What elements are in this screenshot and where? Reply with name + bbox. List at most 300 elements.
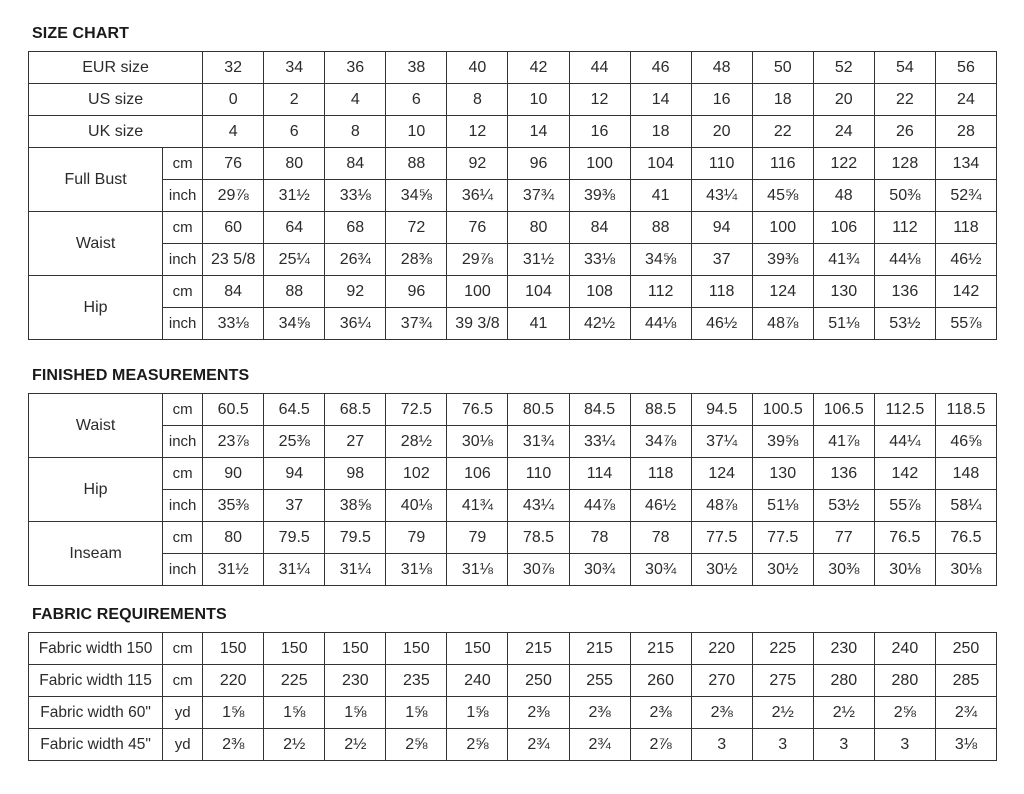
- table-cell: 280: [813, 665, 874, 697]
- table-cell: 31½: [508, 244, 569, 276]
- table-cell: 56: [935, 52, 996, 84]
- table-cell: 2⅜: [691, 697, 752, 729]
- table-cell: 108: [569, 276, 630, 308]
- table-cell: 92: [447, 148, 508, 180]
- table-cell: 2⅝: [447, 729, 508, 761]
- table-cell: 55⅞: [874, 490, 935, 522]
- table-cell: 41: [508, 308, 569, 340]
- unit-label: cm: [163, 148, 203, 180]
- table-cell: 30⅛: [874, 554, 935, 586]
- table-cell: 8: [447, 84, 508, 116]
- table-cell: 1⅝: [325, 697, 386, 729]
- table-cell: 30¾: [569, 554, 630, 586]
- table-cell: 34⅞: [630, 426, 691, 458]
- table-cell: 79: [447, 522, 508, 554]
- table-cell: 45⅝: [752, 180, 813, 212]
- table-row: [29, 180, 997, 212]
- table-row: [29, 244, 997, 276]
- table-cell: 29⅞: [447, 244, 508, 276]
- table-cell: 100: [447, 276, 508, 308]
- table-row: [29, 426, 997, 458]
- table-cell: 148: [935, 458, 996, 490]
- table-cell: 78.5: [508, 522, 569, 554]
- table-cell: 275: [752, 665, 813, 697]
- table-cell: 96: [508, 148, 569, 180]
- table-cell: 77.5: [752, 522, 813, 554]
- table-cell: 88: [630, 212, 691, 244]
- table-cell: 33¼: [569, 426, 630, 458]
- table-cell: 48⅞: [691, 490, 752, 522]
- table-cell: 43¼: [691, 180, 752, 212]
- unit-label: inch: [163, 180, 203, 212]
- table-cell: 25⅜: [264, 426, 325, 458]
- row-label: Fabric width 115: [29, 665, 163, 697]
- table-cell: 114: [569, 458, 630, 490]
- table-cell: 72.5: [386, 394, 447, 426]
- table-cell: 142: [935, 276, 996, 308]
- table-cell: 31⅛: [447, 554, 508, 586]
- table-cell: 88: [264, 276, 325, 308]
- table-cell: 80: [264, 148, 325, 180]
- table-cell: 124: [691, 458, 752, 490]
- group-label: Full Bust: [29, 148, 163, 212]
- table-cell: 3: [691, 729, 752, 761]
- table-cell: 2½: [813, 697, 874, 729]
- table-cell: 36¼: [447, 180, 508, 212]
- table-cell: 10: [386, 116, 447, 148]
- table-cell: 150: [447, 633, 508, 665]
- table-cell: 32: [203, 52, 264, 84]
- table-cell: 53½: [813, 490, 874, 522]
- table-row: [29, 697, 997, 729]
- table-cell: 280: [874, 665, 935, 697]
- table-cell: 2⅝: [874, 697, 935, 729]
- table-cell: 215: [569, 633, 630, 665]
- table-cell: 150: [264, 633, 325, 665]
- table-cell: 2¾: [569, 729, 630, 761]
- table-cell: 150: [325, 633, 386, 665]
- table-cell: 100: [569, 148, 630, 180]
- fabric-requirements-title: FABRIC REQUIREMENTS: [32, 606, 227, 623]
- table-cell: 30⅜: [813, 554, 874, 586]
- table-cell: 94.5: [691, 394, 752, 426]
- table-cell: 116: [752, 148, 813, 180]
- table-cell: 24: [813, 116, 874, 148]
- table-cell: 260: [630, 665, 691, 697]
- group-label: Waist: [29, 394, 163, 458]
- table-cell: 33⅛: [569, 244, 630, 276]
- group-label: Inseam: [29, 522, 163, 586]
- table-cell: 6: [264, 116, 325, 148]
- table-cell: 36¼: [325, 308, 386, 340]
- table-cell: 46: [630, 52, 691, 84]
- table-row: [29, 148, 997, 180]
- table-cell: 20: [691, 116, 752, 148]
- table-cell: 72: [386, 212, 447, 244]
- table-cell: 94: [264, 458, 325, 490]
- table-cell: 1⅝: [447, 697, 508, 729]
- table-cell: 48: [691, 52, 752, 84]
- table-cell: 220: [691, 633, 752, 665]
- table-cell: 34⅝: [386, 180, 447, 212]
- table-cell: 28⅜: [386, 244, 447, 276]
- finished-measurements-title: FINISHED MEASUREMENTS: [32, 367, 250, 384]
- row-label: EUR size: [29, 52, 203, 84]
- size-chart-title: SIZE CHART: [32, 25, 129, 42]
- unit-label: cm: [163, 522, 203, 554]
- table-cell: 225: [752, 633, 813, 665]
- table-cell: 37: [691, 244, 752, 276]
- table-cell: 142: [874, 458, 935, 490]
- table-cell: 25¼: [264, 244, 325, 276]
- table-cell: 76.5: [447, 394, 508, 426]
- table-cell: 18: [752, 84, 813, 116]
- table-cell: 37¾: [386, 308, 447, 340]
- table-cell: 51⅛: [752, 490, 813, 522]
- table-cell: 240: [874, 633, 935, 665]
- table-cell: 27: [325, 426, 386, 458]
- table-cell: 215: [630, 633, 691, 665]
- table-cell: 39⅜: [752, 244, 813, 276]
- table-cell: 84.5: [569, 394, 630, 426]
- table-cell: 29⅞: [203, 180, 264, 212]
- table-cell: 3: [813, 729, 874, 761]
- table-row: [29, 729, 997, 761]
- table-cell: 235: [386, 665, 447, 697]
- table-cell: 16: [569, 116, 630, 148]
- table-row: [29, 212, 997, 244]
- table-cell: 68: [325, 212, 386, 244]
- table-cell: 106: [813, 212, 874, 244]
- group-label: Hip: [29, 458, 163, 522]
- table-cell: 1⅝: [386, 697, 447, 729]
- table-row: [29, 458, 997, 490]
- table-cell: 255: [569, 665, 630, 697]
- table-cell: 46⅝: [935, 426, 996, 458]
- table-cell: 112: [874, 212, 935, 244]
- table-cell: 88: [386, 148, 447, 180]
- table-cell: 30⅛: [935, 554, 996, 586]
- row-label: Fabric width 45": [29, 729, 163, 761]
- table-cell: 37¾: [508, 180, 569, 212]
- table-cell: 31¾: [508, 426, 569, 458]
- table-cell: 136: [813, 458, 874, 490]
- table-row: [29, 665, 997, 697]
- table-cell: 2⅜: [630, 697, 691, 729]
- row-label: Fabric width 60": [29, 697, 163, 729]
- table-cell: 31½: [264, 180, 325, 212]
- table-cell: 31⅛: [386, 554, 447, 586]
- table-cell: 31¼: [264, 554, 325, 586]
- table-cell: 31¼: [325, 554, 386, 586]
- row-label: UK size: [29, 116, 203, 148]
- table-cell: 150: [386, 633, 447, 665]
- table-cell: 14: [508, 116, 569, 148]
- table-cell: 53½: [874, 308, 935, 340]
- table-row: [29, 490, 997, 522]
- table-cell: 60.5: [203, 394, 264, 426]
- table-cell: 46½: [630, 490, 691, 522]
- table-cell: 18: [630, 116, 691, 148]
- table-cell: 118.5: [935, 394, 996, 426]
- fabric-requirements-table: [28, 632, 997, 761]
- table-row: [29, 276, 997, 308]
- table-cell: 41¾: [447, 490, 508, 522]
- table-cell: 24: [935, 84, 996, 116]
- table-cell: 98: [325, 458, 386, 490]
- table-row: [29, 522, 997, 554]
- table-cell: 225: [264, 665, 325, 697]
- table-cell: 40⅛: [386, 490, 447, 522]
- table-cell: 134: [935, 148, 996, 180]
- table-cell: 41⅞: [813, 426, 874, 458]
- table-row: [29, 554, 997, 586]
- table-cell: 50: [752, 52, 813, 84]
- table-cell: 42: [508, 52, 569, 84]
- table-cell: 100: [752, 212, 813, 244]
- table-cell: 8: [325, 116, 386, 148]
- table-cell: 2⅝: [386, 729, 447, 761]
- table-cell: 106: [447, 458, 508, 490]
- table-cell: 39⅜: [569, 180, 630, 212]
- table-cell: 124: [752, 276, 813, 308]
- table-cell: 130: [752, 458, 813, 490]
- table-cell: 44⅞: [569, 490, 630, 522]
- table-cell: 150: [203, 633, 264, 665]
- table-cell: 136: [874, 276, 935, 308]
- table-cell: 94: [691, 212, 752, 244]
- unit-label: inch: [163, 308, 203, 340]
- table-row: [29, 52, 997, 84]
- unit-label: cm: [163, 458, 203, 490]
- table-cell: 230: [813, 633, 874, 665]
- table-cell: 128: [874, 148, 935, 180]
- table-cell: 54: [874, 52, 935, 84]
- table-cell: 34⅝: [630, 244, 691, 276]
- table-cell: 30½: [752, 554, 813, 586]
- table-cell: 77.5: [691, 522, 752, 554]
- table-cell: 80: [508, 212, 569, 244]
- table-cell: 39 3/8: [447, 308, 508, 340]
- unit-label: inch: [163, 426, 203, 458]
- table-cell: 60: [203, 212, 264, 244]
- table-cell: 122: [813, 148, 874, 180]
- unit-label: cm: [163, 212, 203, 244]
- table-cell: 2⅜: [508, 697, 569, 729]
- table-cell: 52¾: [935, 180, 996, 212]
- table-cell: 23⅞: [203, 426, 264, 458]
- table-cell: 118: [935, 212, 996, 244]
- table-cell: 230: [325, 665, 386, 697]
- table-cell: 110: [508, 458, 569, 490]
- table-cell: 110: [691, 148, 752, 180]
- table-cell: 44⅛: [874, 244, 935, 276]
- table-cell: 46½: [935, 244, 996, 276]
- table-cell: 20: [813, 84, 874, 116]
- table-cell: 112: [630, 276, 691, 308]
- table-cell: 78: [569, 522, 630, 554]
- table-cell: 12: [569, 84, 630, 116]
- table-cell: 1⅝: [264, 697, 325, 729]
- row-label: US size: [29, 84, 203, 116]
- table-cell: 64: [264, 212, 325, 244]
- table-cell: 41¾: [813, 244, 874, 276]
- group-label: Hip: [29, 276, 163, 340]
- table-cell: 88.5: [630, 394, 691, 426]
- table-cell: 106.5: [813, 394, 874, 426]
- table-cell: 4: [325, 84, 386, 116]
- table-cell: 44: [569, 52, 630, 84]
- unit-label: cm: [163, 394, 203, 426]
- table-cell: 30¾: [630, 554, 691, 586]
- table-cell: 12: [447, 116, 508, 148]
- table-cell: 2: [264, 84, 325, 116]
- unit-label: yd: [163, 697, 203, 729]
- table-row: [29, 116, 997, 148]
- table-cell: 43¼: [508, 490, 569, 522]
- table-cell: 3: [752, 729, 813, 761]
- table-cell: 22: [752, 116, 813, 148]
- table-cell: 38: [386, 52, 447, 84]
- unit-label: inch: [163, 554, 203, 586]
- table-cell: 130: [813, 276, 874, 308]
- table-cell: 77: [813, 522, 874, 554]
- table-cell: 250: [935, 633, 996, 665]
- table-cell: 31½: [203, 554, 264, 586]
- table-cell: 80.5: [508, 394, 569, 426]
- table-cell: 79.5: [264, 522, 325, 554]
- table-cell: 52: [813, 52, 874, 84]
- table-cell: 220: [203, 665, 264, 697]
- table-cell: 42½: [569, 308, 630, 340]
- table-cell: 2½: [264, 729, 325, 761]
- table-cell: 80: [203, 522, 264, 554]
- table-cell: 64.5: [264, 394, 325, 426]
- table-cell: 2¾: [935, 697, 996, 729]
- table-cell: 33⅛: [203, 308, 264, 340]
- table-cell: 2⅜: [569, 697, 630, 729]
- table-cell: 30½: [691, 554, 752, 586]
- unit-label: cm: [163, 276, 203, 308]
- table-cell: 84: [203, 276, 264, 308]
- table-cell: 76.5: [935, 522, 996, 554]
- table-cell: 79: [386, 522, 447, 554]
- table-cell: 44¼: [874, 426, 935, 458]
- table-cell: 84: [569, 212, 630, 244]
- table-cell: 10: [508, 84, 569, 116]
- table-cell: 46½: [691, 308, 752, 340]
- table-row: [29, 308, 997, 340]
- finished-measurements-table: [28, 393, 997, 586]
- table-cell: 76: [203, 148, 264, 180]
- table-cell: 3: [874, 729, 935, 761]
- table-cell: 2½: [325, 729, 386, 761]
- table-cell: 0: [203, 84, 264, 116]
- table-row: [29, 84, 997, 116]
- table-cell: 92: [325, 276, 386, 308]
- table-cell: 78: [630, 522, 691, 554]
- table-cell: 2½: [752, 697, 813, 729]
- table-cell: 44⅛: [630, 308, 691, 340]
- row-label: Fabric width 150: [29, 633, 163, 665]
- table-cell: 23 5/8: [203, 244, 264, 276]
- group-label: Waist: [29, 212, 163, 276]
- table-cell: 55⅞: [935, 308, 996, 340]
- table-cell: 39⅝: [752, 426, 813, 458]
- table-cell: 104: [630, 148, 691, 180]
- table-row: [29, 394, 997, 426]
- table-cell: 36: [325, 52, 386, 84]
- table-cell: 35⅜: [203, 490, 264, 522]
- table-cell: 240: [447, 665, 508, 697]
- table-cell: 26¾: [325, 244, 386, 276]
- table-cell: 51⅛: [813, 308, 874, 340]
- table-cell: 2⅜: [203, 729, 264, 761]
- table-cell: 2⅞: [630, 729, 691, 761]
- table-cell: 76: [447, 212, 508, 244]
- size-chart-table: [28, 51, 997, 340]
- unit-label: yd: [163, 729, 203, 761]
- table-cell: 37¼: [691, 426, 752, 458]
- table-cell: 6: [386, 84, 447, 116]
- table-cell: 68.5: [325, 394, 386, 426]
- table-cell: 48: [813, 180, 874, 212]
- table-cell: 58¼: [935, 490, 996, 522]
- table-cell: 37: [264, 490, 325, 522]
- unit-label: inch: [163, 244, 203, 276]
- table-cell: 1⅝: [203, 697, 264, 729]
- table-cell: 4: [203, 116, 264, 148]
- table-cell: 28½: [386, 426, 447, 458]
- table-cell: 76.5: [874, 522, 935, 554]
- table-row: [29, 633, 997, 665]
- table-cell: 118: [630, 458, 691, 490]
- table-cell: 96: [386, 276, 447, 308]
- table-cell: 118: [691, 276, 752, 308]
- table-cell: 26: [874, 116, 935, 148]
- table-cell: 38⅝: [325, 490, 386, 522]
- table-cell: 30⅞: [508, 554, 569, 586]
- table-cell: 3⅛: [935, 729, 996, 761]
- table-cell: 33⅛: [325, 180, 386, 212]
- table-cell: 104: [508, 276, 569, 308]
- table-cell: 250: [508, 665, 569, 697]
- table-cell: 2¾: [508, 729, 569, 761]
- table-cell: 100.5: [752, 394, 813, 426]
- unit-label: cm: [163, 633, 203, 665]
- table-cell: 285: [935, 665, 996, 697]
- table-cell: 14: [630, 84, 691, 116]
- table-cell: 34⅝: [264, 308, 325, 340]
- table-cell: 102: [386, 458, 447, 490]
- table-cell: 41: [630, 180, 691, 212]
- table-cell: 34: [264, 52, 325, 84]
- unit-label: cm: [163, 665, 203, 697]
- table-cell: 48⅞: [752, 308, 813, 340]
- table-cell: 84: [325, 148, 386, 180]
- table-cell: 50⅜: [874, 180, 935, 212]
- table-cell: 40: [447, 52, 508, 84]
- table-cell: 112.5: [874, 394, 935, 426]
- table-cell: 270: [691, 665, 752, 697]
- table-cell: 215: [508, 633, 569, 665]
- table-cell: 79.5: [325, 522, 386, 554]
- table-cell: 90: [203, 458, 264, 490]
- table-cell: 30⅛: [447, 426, 508, 458]
- unit-label: inch: [163, 490, 203, 522]
- table-cell: 28: [935, 116, 996, 148]
- table-cell: 22: [874, 84, 935, 116]
